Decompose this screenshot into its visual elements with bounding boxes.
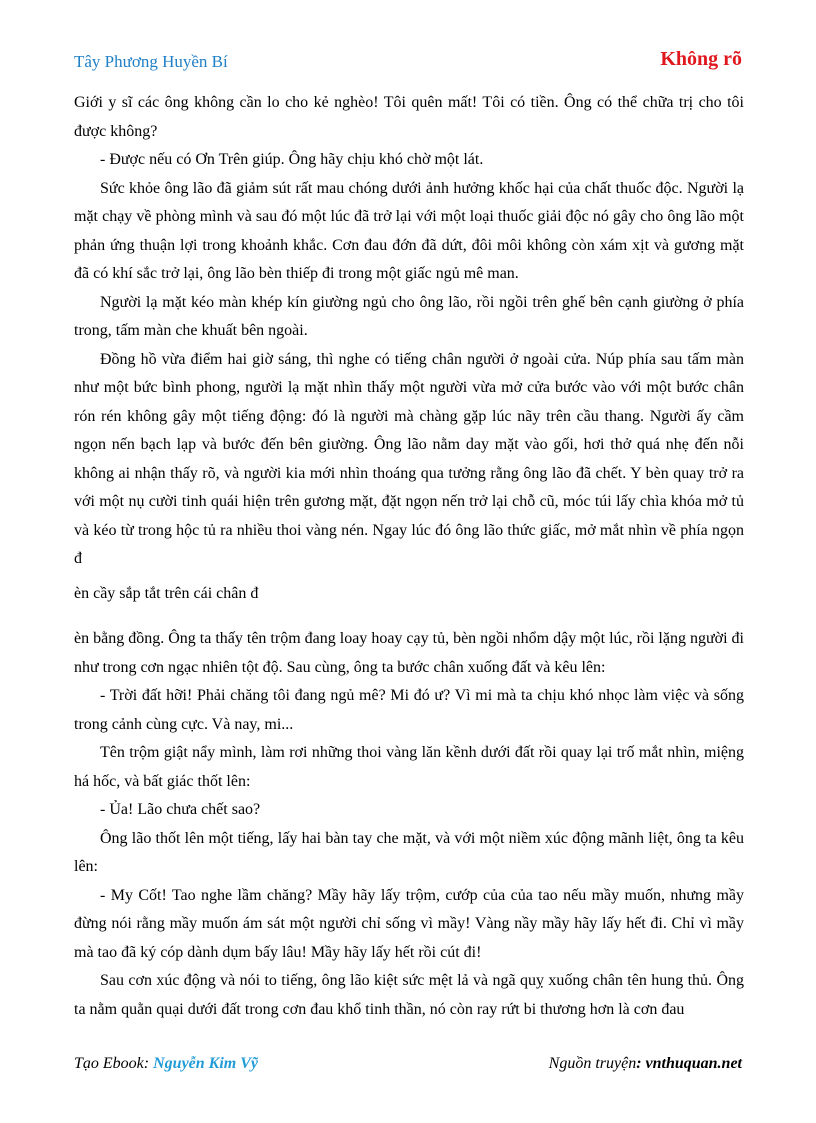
body-block-3 (74, 625, 744, 1024)
header-author: Không rõ (660, 48, 742, 70)
paragraph: Sức khỏe ông lão đã giảm sút rất mau chóng dưới ảnh hưởng khốc hại của chất thuốc độc. Người lạ mặt chạy về phòng mình và sau đó một lúc đã trở lại với một loại thuốc giải độc nó gây cho ông lão một phản ứng thuận lợi trong khoảnh khắc. Cơn đau đớn đã dứt, đôi môi không còn xám xịt và gương mặt đã có khí sắc trở lại, ông lão bèn thiếp đi trong một giấc ngủ mê man. (74, 179, 744, 282)
paragraph: Giới y sĩ các ông không cần lo cho kẻ nghèo! Tôi quên mất! Tôi có tiền. Ông có thể chữa trị cho tôi được không? (74, 94, 744, 140)
paragraph: Sau cơn xúc động và nói to tiếng, ông lão kiệt sức mệt lả và ngã quỵ xuống chân tên hung thủ. Ông ta nằm quằn quại dưới đất trong cơn đau khổ tinh thần, nó còn ray rứt bi thương hơn là cơn đau (74, 972, 744, 1018)
footer-ebook-author: Nguyễn Kim Vỹ (153, 1055, 258, 1072)
paragraph: - Trời đất hỡi! Phải chăng tôi đang ngủ mê? Mi đó ư? Vì mi mà ta chịu khó nhọc làm việc và sống trong cảnh cùng cực. Và nay, mi... (74, 687, 744, 733)
body-block-2 (74, 580, 744, 609)
paragraph: - Ủa! Lão chưa chết sao? (100, 801, 261, 818)
footer-source: Nguồn truyện: vnthuquan.net (548, 1055, 742, 1072)
footer-source-site: vnthuquan.net (645, 1055, 742, 1072)
paragraph: - My Cốt! Tao nghe lầm chăng? Mầy hãy lấy trộm, cướp của của tao nếu mầy muốn, nhưng mầy đừng nói rằng mầy muốn ám sát một người chỉ sống vì mầy! Vàng nầy mầy hãy lấy hết đi. Chỉ vì mầy mà tao đã ký cóp dành dụm bấy lâu! Mầy hãy lấy hết rồi cút đi! (74, 886, 744, 961)
body-block-1 (74, 89, 744, 574)
footer-source-label: Nguồn truyện (548, 1055, 637, 1072)
paragraph: Người lạ mặt kéo màn khép kín giường ngủ cho ông lão, rồi ngồi trên ghế bên cạnh giường ở phía trong, tấm màn che khuất bên ngoài. (74, 293, 744, 339)
footer-ebook-label: Tạo Ebook (74, 1055, 144, 1072)
header-book-title: Tây Phương Huyền Bí (74, 52, 228, 71)
paragraph: - Được nếu có Ơn Trên giúp. Ông hãy chịu khó chờ một lát. (100, 151, 484, 168)
paragraph: Tên trộm giật nẩy mình, làm rơi những thoi vàng lăn kềnh dưới đất rồi quay lại trố mắt nhìn, miệng há hốc, và bất giác thốt lên: (74, 744, 744, 790)
paragraph: èn bằng đồng. Ông ta thấy tên trộm đang loay hoay cạy tủ, bèn ngồi nhổm dậy một lúc, rồi lặng người đi như trong cơn ngạc nhiên tột độ. Sau cùng, ông ta bước chân xuống đất và kêu lên: (74, 630, 744, 676)
paragraph: Ông lão thốt lên một tiếng, lấy hai bàn tay che mặt, và với một niềm xúc động mãnh liệt, ông ta kêu lên: (74, 829, 744, 875)
paragraph: Đồng hồ vừa điểm hai giờ sáng, thì nghe có tiếng chân người ở ngoài cửa. Núp phía sau tấm màn như một bức bình phong, người lạ mặt nhìn thấy một người vừa mở cửa bước vào với một bước chân rón rén không gây một tiếng động: đó là người mà chàng gặp lúc nãy trên cầu thang. Người ấy cầm ngọn nến bạch lạp và bước đến bên giường. Ông lão nằm day mặt vào gối, hơi thở quá nhẹ đến nỗi không ai nhận thấy rõ, và người kia mới nhìn thoáng qua tưởng rằng ông lão đã chết. Y bèn quay trở ra với một nụ cười tinh quái hiện trên gương mặt, đặt ngọn nến trở lại chỗ cũ, móc túi lấy chìa khóa mở tủ và kéo từ trong hộc tủ ra nhiều thoi vàng nén. Ngay lúc đó ông lão thức giấc, mở mắt nhìn về phía ngọn đ (74, 350, 744, 567)
footer-ebook-credit: Tạo Ebook: Nguyễn Kim Vỹ (74, 1055, 258, 1072)
paragraph: èn cầy sắp tắt trên cái chân đ (74, 585, 259, 602)
